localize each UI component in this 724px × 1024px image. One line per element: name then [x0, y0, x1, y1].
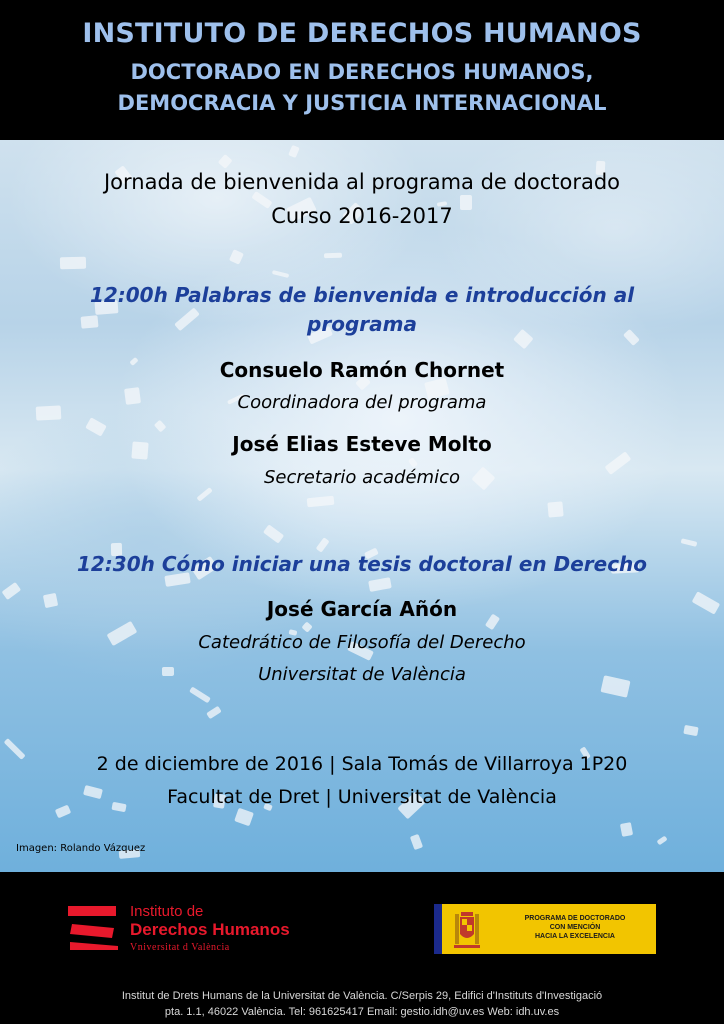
speaker-2-name: José Elias Esteve Molto	[232, 432, 492, 456]
paint-chip	[196, 487, 212, 501]
paint-chip	[189, 686, 211, 703]
badge-line-1: PROGRAMA DE DOCTORADO	[524, 915, 626, 922]
speaker-1-name: Consuelo Ramón Chornet	[219, 358, 505, 382]
excellence-badge-text	[500, 914, 650, 941]
image-credit: Imagen: Rolando Vázquez	[16, 843, 146, 854]
speaker-1-role: Coordinadora del programa	[237, 392, 487, 413]
paint-chip	[206, 706, 222, 720]
speaker-2-role: Secretario académico	[264, 467, 460, 488]
idh-logo-icon	[68, 906, 120, 950]
session-2-topic: 12:30h Cómo iniciar una tesis doctoral en Derecho	[76, 552, 648, 576]
paint-chip	[324, 252, 342, 257]
paint-chip	[657, 836, 668, 845]
paint-chip	[301, 621, 312, 632]
event-venue: Facultat de Dret | Universitat de València	[167, 786, 557, 808]
event-date-place: 2 de diciembre de 2016 | Sala Tomás de Villarroya 1P20	[96, 753, 628, 775]
paint-chip	[683, 725, 698, 736]
paint-chip	[229, 249, 244, 264]
paint-chip	[681, 538, 697, 547]
speaker-3-role-line2: Universitat de València	[258, 664, 466, 685]
course-label: Curso 2016-2017	[271, 204, 453, 228]
paint-chip	[410, 834, 423, 850]
flag-stripe	[434, 904, 442, 954]
badge-line-2: CON MENCIÓN	[549, 924, 601, 931]
logo-line-1: Instituto de	[130, 903, 204, 920]
paint-chip	[272, 270, 290, 279]
address-line-2: pta. 1.1, 46022 València. Tel: 961625417 Email: gestio.idh@uv.es Web: idh.uv.es	[164, 1006, 560, 1018]
session-1-topic-line1: 12:00h Palabras de bienvenida e introducción al	[89, 283, 635, 307]
paint-chip	[154, 419, 167, 432]
paint-chip	[547, 501, 563, 517]
event-title: Jornada de bienvenida al programa de doctorado	[103, 170, 621, 194]
poster-body	[0, 140, 724, 872]
coat-of-arms-icon	[452, 908, 482, 950]
paint-chip	[620, 822, 633, 837]
paint-chip	[218, 154, 233, 169]
paint-chip	[59, 257, 85, 270]
institute-title: INSTITUTO DE DERECHOS HUMANOS	[82, 18, 642, 49]
speaker-3-role-line1: Catedrático de Filosofía del Derecho	[198, 632, 526, 653]
paint-chip	[288, 145, 300, 158]
excellence-badge	[434, 904, 656, 954]
program-title-line1: DOCTORADO EN DERECHOS HUMANOS,	[130, 60, 594, 84]
session-1-topic-line2: programa	[307, 312, 417, 336]
badge-line-3: HACIA LA EXCELENCIA	[535, 933, 615, 940]
paint-chip	[408, 457, 418, 468]
poster-footer	[0, 872, 724, 1024]
paint-chip	[263, 524, 284, 544]
paint-chip	[234, 808, 254, 827]
logo-line-3: Vniversitat d València	[130, 942, 230, 953]
poster-header	[0, 0, 724, 140]
speaker-3-name: José García Añón	[266, 597, 458, 621]
logo-line-2: Derechos Humanos	[130, 920, 290, 939]
paint-chip	[368, 577, 392, 592]
program-title-line2: DEMOCRACIA Y JUSTICIA INTERNACIONAL	[117, 91, 607, 115]
paint-chip	[306, 496, 334, 507]
address-line-1: Institut de Drets Humans de la Universitat de València. C/Serpis 29, Edifici d'Instituts d'Investigació	[121, 990, 603, 1002]
